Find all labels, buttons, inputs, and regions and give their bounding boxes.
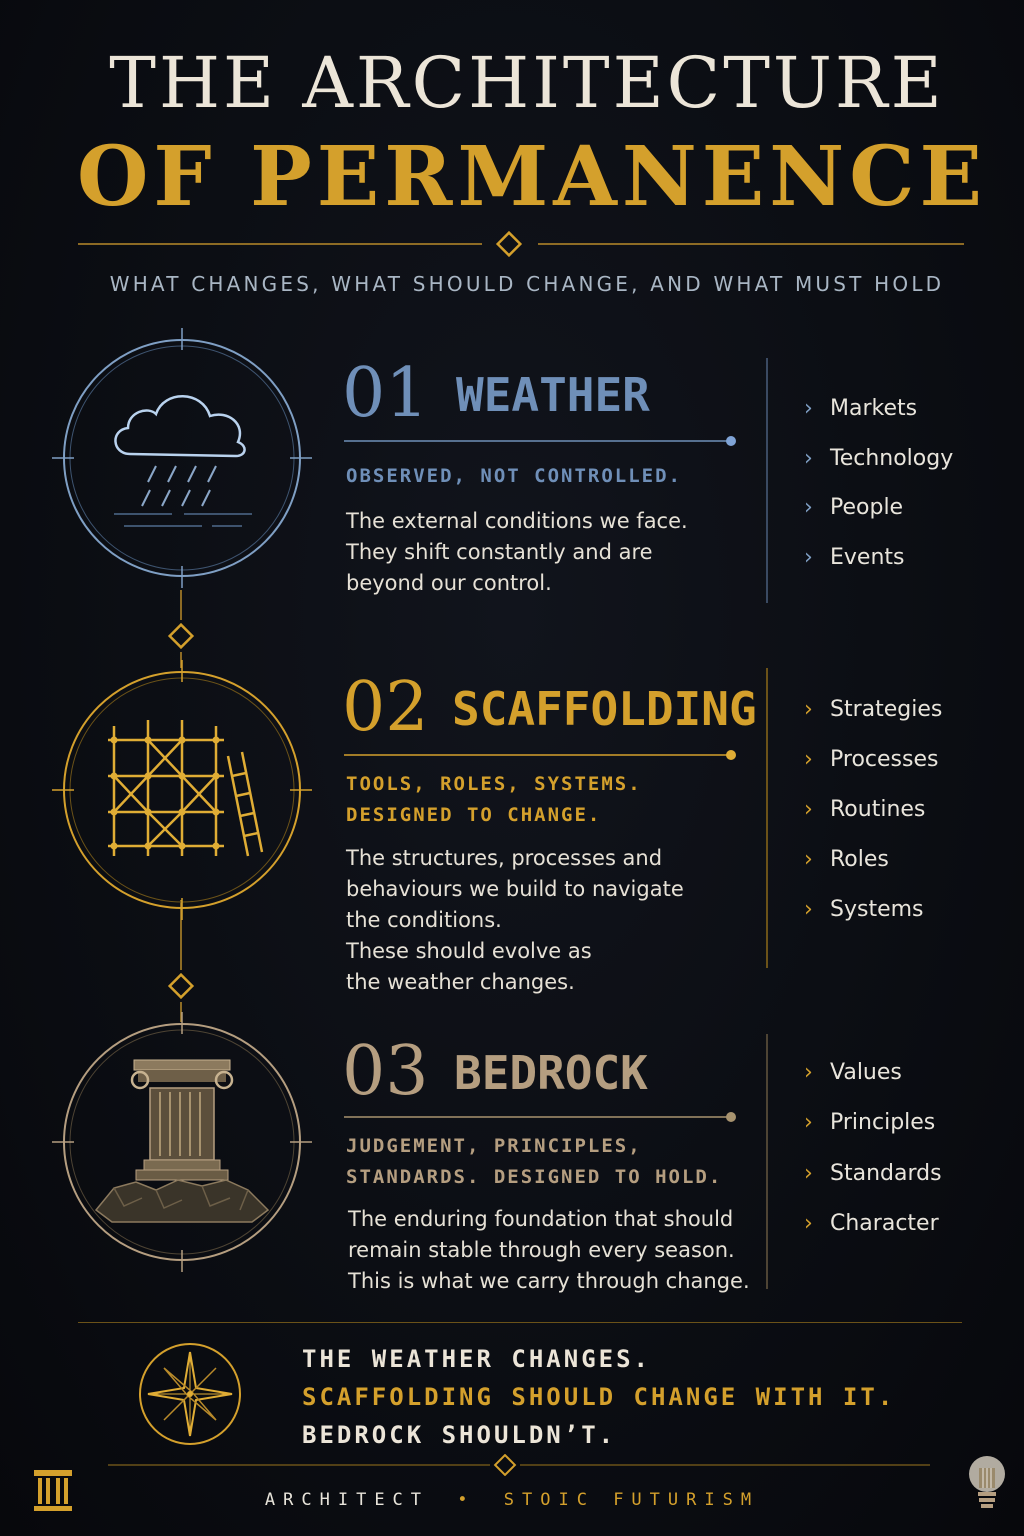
section-heading: SCAFFOLDING (452, 682, 757, 736)
footer-right: STOIC FUTURISM (503, 1490, 760, 1510)
section-heading: BEDROCK (454, 1046, 648, 1100)
section-divider (766, 668, 768, 968)
section-tagline: TOOLS, ROLES, SYSTEMS. DESIGNED TO CHANGE. (346, 773, 642, 826)
subtitle: WHAT CHANGES, WHAT SHOULD CHANGE, AND WHAT MUST HOLD (109, 272, 945, 296)
closing-line-2: SCAFFOLDING SHOULD CHANGE WITH IT. (302, 1383, 896, 1411)
section-number: 01 (342, 354, 429, 433)
lightbulb-column-icon (964, 1454, 1010, 1516)
section-tagline: JUDGEMENT, PRINCIPLES, STANDARDS. DESIGNED TO HOLD. (346, 1135, 723, 1188)
list-item: › Strategies (804, 696, 943, 722)
list-item: › Principles (804, 1110, 936, 1136)
chevron-right-icon: › (804, 396, 813, 422)
section-list (804, 684, 942, 934)
section-number: 02 (342, 668, 429, 747)
list-item: › Values (804, 1059, 902, 1085)
list-item: › People (804, 495, 904, 521)
list-item: › Standards (804, 1160, 942, 1186)
footer-text (0, 1490, 1024, 1510)
connector-diamond-icon (170, 975, 193, 998)
divider-diamond-icon (495, 1455, 515, 1475)
title-divider (0, 224, 1024, 264)
section-description: The structures, processes and behaviours we build to navigate the conditions. These should evolve as the weather changes. (346, 846, 684, 994)
section-description: The external conditions we face. They shift constantly and are beyond our control. (346, 509, 688, 595)
list-item: › Systems (804, 896, 924, 922)
divider-diamond-icon (498, 233, 521, 256)
list-item: › Markets (804, 396, 918, 422)
footer-separator: • (457, 1490, 476, 1510)
cloud-rain-icon (52, 328, 312, 588)
column-on-rocks-icon (52, 1012, 312, 1272)
chevron-right-icon: › (804, 896, 813, 922)
scaffolding-icon (52, 660, 312, 920)
chevron-right-icon: › (804, 746, 813, 772)
heading-underline (344, 1110, 744, 1124)
section-number: 03 (342, 1032, 429, 1111)
chevron-right-icon: › (804, 1160, 813, 1186)
heading-underline (344, 748, 744, 762)
chevron-right-icon: › (804, 796, 813, 822)
closing-statement (302, 1340, 895, 1454)
section-description: The enduring foundation that should remain stable through every season. This is what we carry through change. (348, 1207, 750, 1293)
list-item: › Processes (804, 746, 939, 772)
footer-divider (0, 1454, 1024, 1476)
chevron-right-icon: › (804, 495, 813, 521)
list-item: › Character (804, 1211, 939, 1237)
chevron-right-icon: › (804, 445, 813, 471)
chevron-right-icon: › (804, 1110, 813, 1136)
heading-underline (344, 434, 744, 448)
title-line-2: OF PERMANENCE (76, 129, 988, 225)
list-item: › Events (804, 544, 905, 570)
section-heading: WEATHER (456, 368, 650, 422)
footer-left: ARCHITECT (264, 1490, 430, 1510)
chevron-right-icon: › (804, 846, 813, 872)
section-tagline: OBSERVED, NOT CONTROLLED. (346, 465, 682, 487)
section-list (804, 1047, 942, 1249)
compass-star-icon (134, 1338, 246, 1450)
section-divider (766, 358, 768, 603)
chevron-right-icon: › (804, 1059, 813, 1085)
list-item: › Routines (804, 796, 926, 822)
closing-top-rule (78, 1322, 962, 1323)
closing-line-1: THE WEATHER CHANGES. (302, 1345, 651, 1373)
section-divider (766, 1034, 768, 1289)
chevron-right-icon: › (804, 544, 813, 570)
title-line-1: THE ARCHITECTURE (109, 42, 945, 124)
chevron-right-icon: › (804, 696, 813, 722)
list-item: › Roles (804, 846, 889, 872)
section-list (804, 384, 953, 582)
list-item: › Technology (804, 445, 954, 471)
closing-line-3: BEDROCK SHOULDN’T. (302, 1421, 617, 1449)
chevron-right-icon: › (804, 1211, 813, 1237)
connector-diamond-icon (170, 625, 193, 648)
